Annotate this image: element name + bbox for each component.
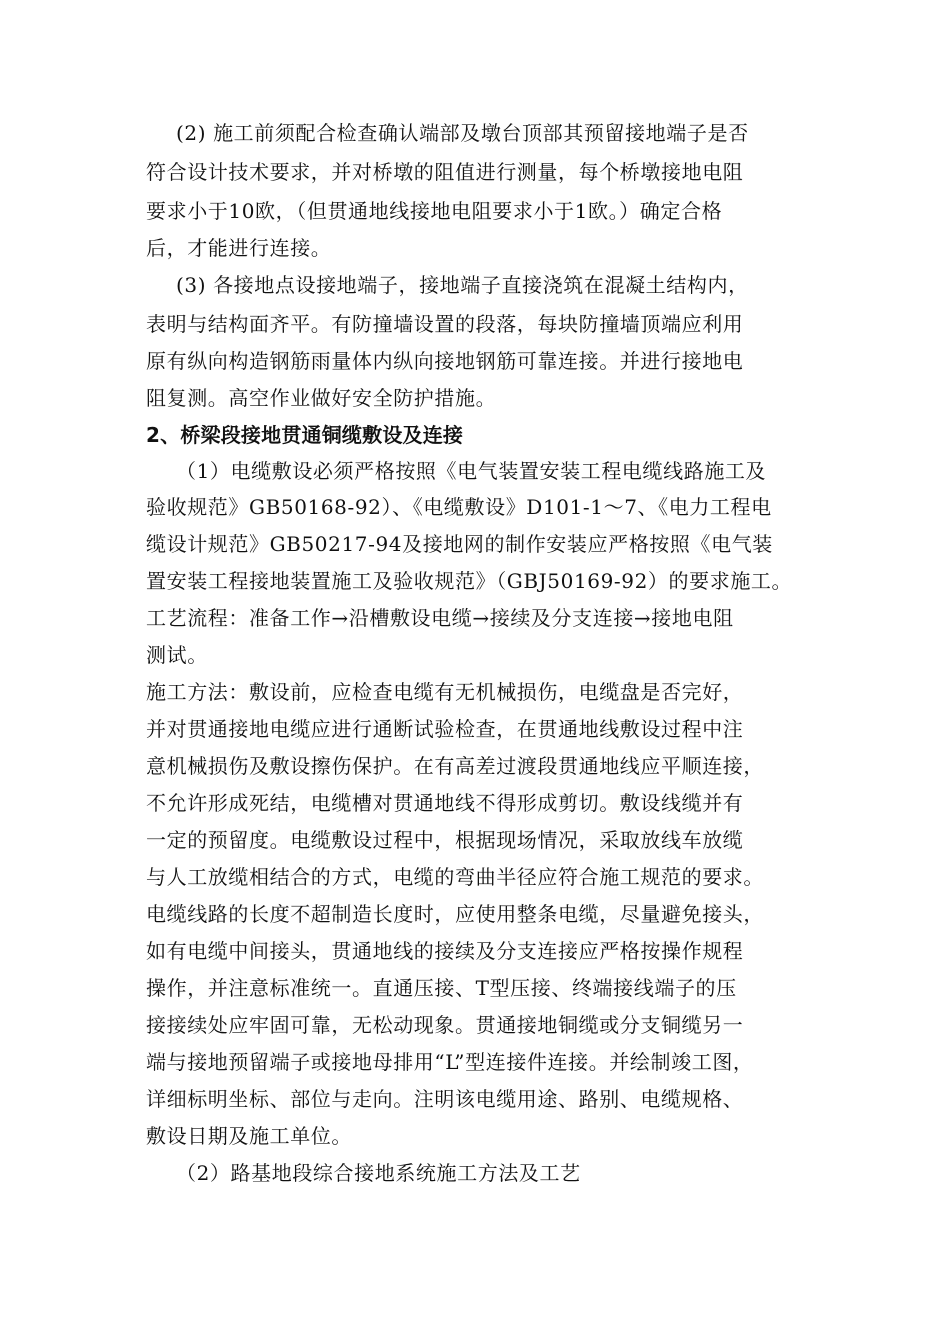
method-line-10: 接接续处应牢固可靠，无松动现象。贯通接地铜缆或分支铜缆另一: [146, 1013, 744, 1037]
paragraph-1-line-1: （1）电缆敷设必须严格按照《电气装置安装工程电缆线路施工及: [176, 459, 767, 483]
paragraph-1-line-2: 验收规范》GB50168-92）、《电缆敷设》D101-1～7、《电力工程电: [146, 495, 772, 519]
method-line-12: 详细标明坐标、部位与走向。注明该电缆用途、路别、电缆规格、: [146, 1087, 744, 1111]
paragraph-1-line-4: 置安装工程接地装置施工及验收规范》（GBJ50169-92）的要求施工。: [146, 569, 793, 593]
paragraph-1-line-3: 缆设计规范》GB50217-94及接地网的制作安装应严格按照《电气装: [146, 532, 773, 556]
method-line-3: 意机械损伤及敷设擦伤保护。在有高差过渡段贯通地线应平顺连接，: [146, 754, 764, 778]
paragraph-2-line-4: 后，才能进行连接。: [146, 236, 332, 260]
paragraph-2-line-3: 要求小于10欧，（但贯通地线接地电阻要求小于1欧。）确定合格: [146, 199, 723, 223]
paragraph-3-line-3: 原有纵向构造钢筋雨量体内纵向接地钢筋可靠连接。并进行接地电: [146, 349, 744, 373]
method-line-8: 如有电缆中间接头，贯通地线的接续及分支连接应严格按操作规程: [146, 939, 744, 963]
paragraph-3-line-2: 表明与结构面齐平。有防撞墙设置的段落，每块防撞墙顶端应利用: [146, 312, 744, 336]
process-flow-line-2: 测试。: [146, 643, 208, 667]
section-heading: 2、桥梁段接地贯通铜缆敷设及连接: [146, 423, 464, 447]
method-line-4: 不允许形成死结，电缆槽对贯通地线不得形成剪切。敷设线缆并有: [146, 791, 744, 815]
process-flow-line-1: 工艺流程：准备工作→沿槽敷设电缆→接续及分支连接→接地电阻: [146, 606, 734, 630]
paragraph-3-line-4: 阻复测。高空作业做好安全防护措施。: [146, 386, 497, 410]
method-line-5: 一定的预留度。电缆敷设过程中，根据现场情况，采取放线车放缆: [146, 828, 744, 852]
method-line-9: 操作，并注意标准统一。直通压接、T型压接、终端接线端子的压: [146, 976, 737, 1000]
method-line-11: 端与接地预留端子或接地母排用“L”型连接件连接。并绘制竣工图，: [146, 1050, 754, 1074]
method-line-2: 并对贯通接地电缆应进行通断试验检查，在贯通地线敷设过程中注: [146, 717, 744, 741]
paragraph-2-line-2: 符合设计技术要求，并对桥墩的阻值进行测量，每个桥墩接地电阻: [146, 160, 744, 184]
method-line-7: 电缆线路的长度不超制造长度时，应使用整条电缆，尽量避免接头，: [146, 902, 764, 926]
method-line-6: 与人工放缆相结合的方式，电缆的弯曲半径应符合施工规范的要求。: [146, 865, 764, 889]
paragraph-2-line-1: (2) 施工前须配合检查确认端部及墩台顶部其预留接地端子是否: [176, 121, 749, 145]
subsection-2-title: （2）路基地段综合接地系统施工方法及工艺: [176, 1161, 581, 1185]
method-line-1: 施工方法：敷设前，应检查电缆有无机械损伤，电缆盘是否完好，: [146, 680, 744, 704]
paragraph-3-line-1: (3) 各接地点设接地端子，接地端子直接浇筑在混凝土结构内，: [176, 273, 749, 297]
method-line-13: 敷设日期及施工单位。: [146, 1124, 352, 1148]
